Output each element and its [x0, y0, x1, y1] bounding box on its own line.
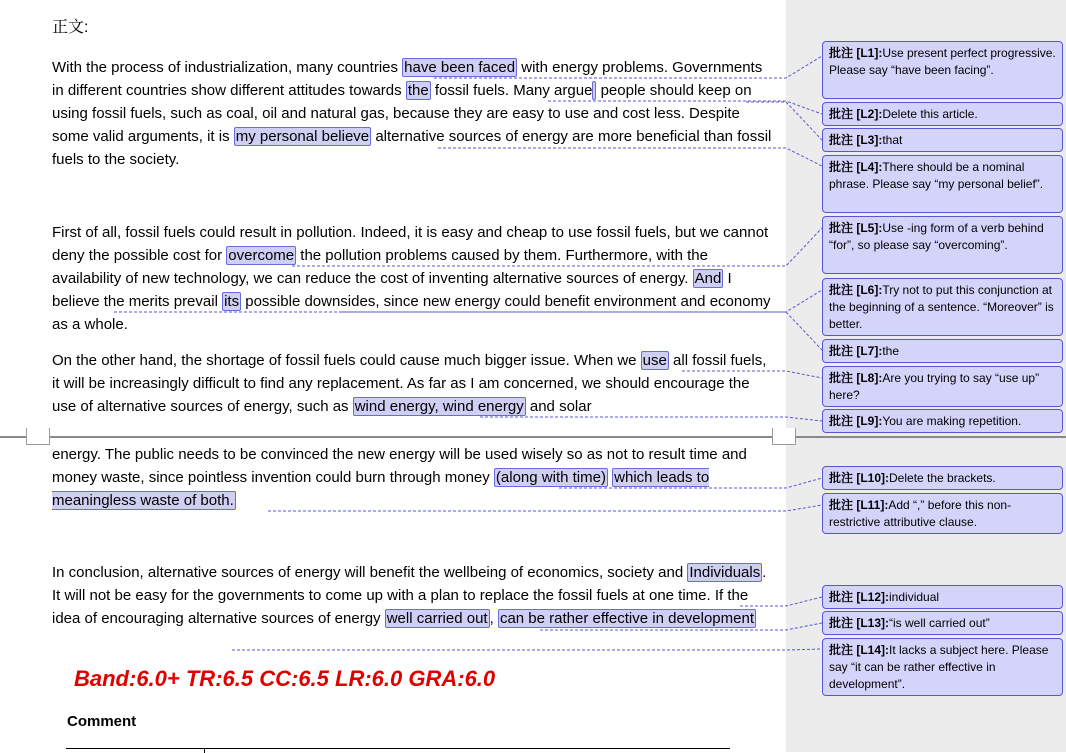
band-scores: Band:6.0+ TR:6.5 CC:6.5 LR:6.0 GRA:6.0: [74, 666, 496, 691]
annotated-text-l8[interactable]: use: [642, 352, 667, 369]
comment-tag: 批注 [L1]:: [829, 46, 883, 60]
comment-text: There should be a nominal phrase. Please say “my personal belief”.: [829, 160, 1044, 191]
comment-tag: 批注 [L7]:: [829, 344, 883, 358]
comment-l4[interactable]: [822, 155, 1063, 213]
page-break: [0, 436, 1066, 438]
annotated-text-l10[interactable]: (along with time): [495, 469, 606, 486]
comment-l7[interactable]: [822, 339, 1063, 363]
comment-tag: 批注 [L14]:: [829, 643, 890, 657]
comment-l10[interactable]: [822, 466, 1063, 490]
comment-table-divider: [204, 749, 205, 753]
comment-section-title: Comment: [67, 713, 137, 730]
comment-l8[interactable]: [822, 366, 1063, 407]
comment-l5[interactable]: [822, 216, 1063, 274]
comment-tag: 批注 [L10]:: [829, 471, 890, 485]
comment-text: the: [882, 344, 900, 358]
comment-text: individual: [889, 590, 940, 604]
annotated-text-l12[interactable]: Individuals: [689, 564, 761, 581]
comment-l11[interactable]: [822, 493, 1063, 534]
comment-l14[interactable]: [822, 638, 1063, 696]
annotated-text-l6[interactable]: And: [694, 270, 722, 287]
comment-l1[interactable]: [822, 41, 1063, 99]
comment-l13[interactable]: [822, 611, 1063, 635]
paragraph-3: On the other hand, the shortage of fossil fuels could cause much bigger issue. When we use all fossil fuels, it will be increasingly difficult to find any replacement. As far as I am concerned, we should encourage the use of alternative sources of energy, such as wind energy, wind energy and solar: [52, 352, 767, 415]
annotated-text-l4[interactable]: my personal believe: [235, 128, 370, 145]
comment-tag: 批注 [L6]:: [829, 283, 883, 297]
page-corner-mark-left: [26, 428, 50, 445]
body-heading: 正文:: [52, 19, 89, 36]
annotated-text-l5[interactable]: overcome: [228, 247, 295, 264]
comment-text: “is well carried out”: [889, 616, 990, 630]
comment-l6[interactable]: [822, 278, 1063, 336]
comment-tag: 批注 [L4]:: [829, 160, 883, 174]
comment-text: Are you trying to say “use up” here?: [829, 371, 1040, 402]
annotated-text-l11[interactable]: which leads to meaningless waste of both.: [52, 469, 710, 509]
comment-text: that: [882, 133, 903, 147]
comment-tag: 批注 [L12]:: [829, 590, 890, 604]
annotated-text-l1[interactable]: have been faced: [404, 59, 516, 76]
comment-tag: 批注 [L5]:: [829, 221, 883, 235]
comment-text: Try not to put this conjunction at the beginning of a sentence. “Moreover” is better.: [829, 283, 1054, 331]
comment-tag: 批注 [L2]:: [829, 107, 883, 121]
comment-tag: 批注 [L11]:: [829, 498, 889, 512]
comment-text: Use present perfect progressive. Please say “have been facing”.: [829, 46, 1056, 77]
paragraph-4: energy. The public needs to be convinced the new energy will be used wisely so as not to result time and money waste, since pointless invention could burn through money (along with time) which leads to meaningless waste of both.: [52, 446, 747, 509]
paragraph-2: First of all, fossil fuels could result in pollution. Indeed, it is easy and cheap to use fossil fuels, but we cannot deny the possible cost for overcome the pollution problems caused by them. Furthermore, with the availability of new technology, we can reduce the cost of inventing alternative sources of energy. And I believe the merits prevail its possible downsides, since new energy could benefit environment and economy as a whole.: [52, 224, 771, 333]
paragraph-1: With the process of industrialization, many countries have been faced with energy problems. Governments in different countries show different attitudes towards the fossil fuels. Many argue people should keep on using fossil fuels, such as coal, oil and natural gas, because they are easy to use and cost less. Despite some valid arguments, it is my personal believe alternative sources of energy are more beneficial than fossil fuels to the society.: [52, 59, 772, 168]
comment-text: Delete the brackets.: [889, 471, 996, 485]
comment-tag: 批注 [L9]:: [829, 414, 883, 428]
page-corner-mark-right: [772, 428, 796, 445]
comment-text: Add “,” before this non-restrictive attributive clause.: [829, 498, 1012, 529]
comment-tag: 批注 [L3]:: [829, 133, 883, 147]
comment-tag: 批注 [L13]:: [829, 616, 890, 630]
annotated-text-l2[interactable]: the: [407, 82, 429, 99]
comment-text: Delete this article.: [882, 107, 978, 121]
comment-l9[interactable]: [822, 409, 1063, 433]
annotated-text-l13[interactable]: well carried out: [386, 610, 488, 627]
comment-text: You are making repetition.: [882, 414, 1022, 428]
comment-l3[interactable]: [822, 128, 1063, 152]
comment-l12[interactable]: [822, 585, 1063, 609]
annotated-text-l9[interactable]: wind energy, wind energy: [354, 398, 524, 415]
comment-text: It lacks a subject here. Please say “it can be rather effective in development”.: [829, 643, 1049, 691]
comment-l2[interactable]: [822, 102, 1063, 126]
annotated-text-l14[interactable]: can be rather effective in development: [499, 610, 755, 627]
paragraph-5: In conclusion, alternative sources of energy will benefit the wellbeing of economics, society and Individuals . It will not be easy for the governments to come up with a plan to replace the fossil fuels at one time. If the idea of encouraging alternative sources of energy well carried out , can be rather effective in development: [52, 564, 767, 627]
comment-table: [66, 748, 730, 753]
annotated-text-l7[interactable]: its: [224, 293, 240, 310]
comment-text: Use -ing form of a verb behind “for”, so please say “overcoming”.: [829, 221, 1044, 252]
comment-tag: 批注 [L8]:: [829, 371, 883, 385]
